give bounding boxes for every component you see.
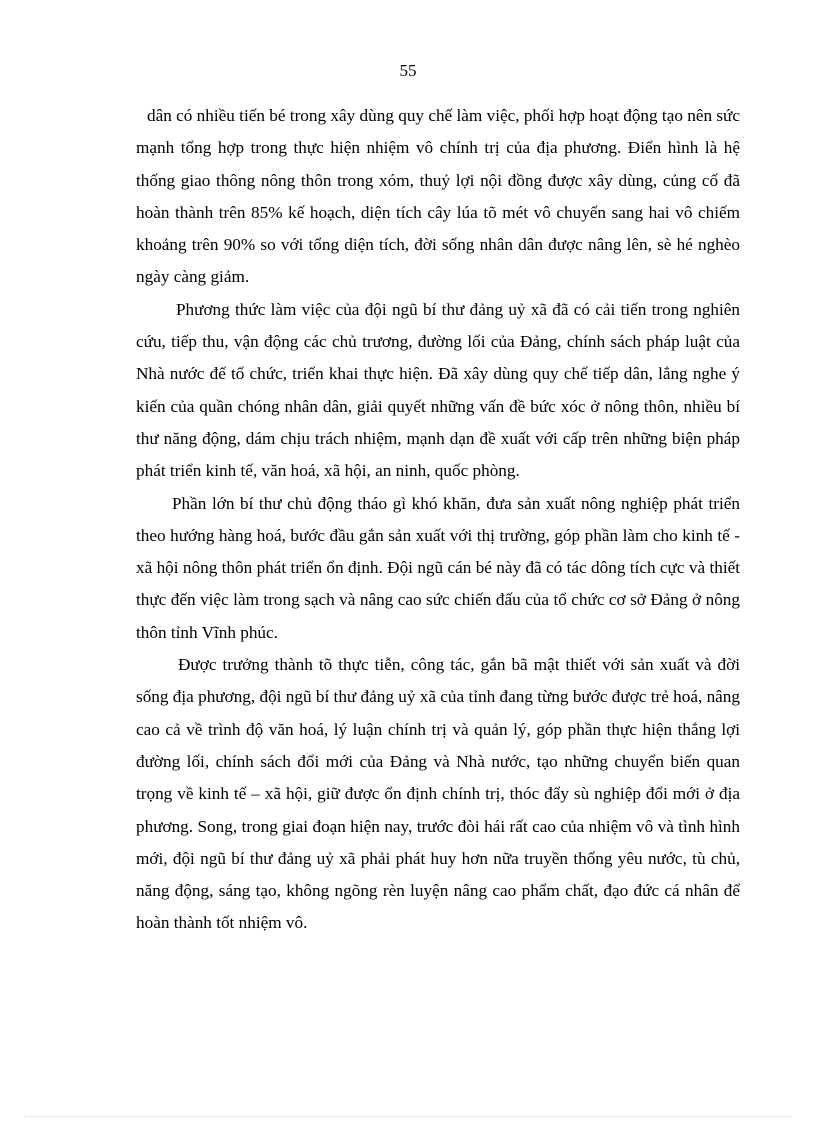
paragraph-1: dân có nhiều tiến bé trong xây dùng quy chế làm việc, phối hợp hoạt động tạo nên sức mạnh tổng hợp trong thực hiện nhiệm vô chính trị của địa phương. Điển hình là hệ thống giao thông nông thôn trong xóm, thuỷ lợi nội đồng được xây dùng, củng cố đã hoàn thành trên 85% kế hoạch, diện tích cây lúa tõ mét vô chuyển sang hai vô chiếm khoảng trên 90% so với tổng diện tích, đời sống nhân dân được nâng lên, sè hé nghèo ngày càng giảm. xyxy=(136,106,740,287)
footer-divider xyxy=(24,1116,792,1117)
paragraph-4: Được trưởng thành tõ thực tiễn, công tác, gắn bã mật thiết với sản xuất và đời sống địa phương, đội ngũ bí thư đảng uỷ xã của tỉnh đang từng bước được trẻ hoá, nâng cao cả về trình độ văn hoá, lý luận chính trị và quản lý, góp phần thực hiện thắng lợi đường lối, chính sách đổi mới của Đảng và Nhà nước, tạo những chuyển biến quan trọng về kinh tế – xã hội, giữ được ổn định chính trị, thóc đẩy sù nghiệp đổi mới ở địa phương. Song, trong giai đoạn hiện nay, trước đòi hái rất cao của nhiệm vô và tình hình mới, đội ngũ bí thư đảng uỷ xã phải phát huy hơn nữa truyền thống yêu nước, tù chủ, năng động, sáng tạo, không ngõng rèn luyện nâng cao phẩm chất, đạo đức cá nhân để hoàn thành tốt nhiệm vô. xyxy=(136,655,740,933)
body-text xyxy=(136,100,740,940)
page-number: 55 xyxy=(399,61,417,80)
paragraph-2: Phương thức làm việc của đội ngũ bí thư đảng uỷ xã đã có cải tiến trong nghiên cứu, tiếp thu, vận động các chủ trương, đường lối của Đảng, chính sách pháp luật của Nhà nước để tổ chức, triển khai thực hiện. Đã xây dùng quy chế tiếp dân, lắng nghe ý kiến của quần chóng nhân dân, giải quyết những vấn đề bức xóc ở nông thôn, nhiều bí thư năng động, dám chịu trách nhiệm, mạnh dạn đề xuất với cấp trên những biện pháp phát triển kinh tế, văn hoá, xã hội, an ninh, quốc phòng. xyxy=(136,299,740,481)
paragraph-3: Phần lớn bí thư chủ động tháo gì khó khăn, đưa sản xuất nông nghiệp phát triển theo hướng hàng hoá, bước đầu gắn sản xuất với thị trường, góp phần làm cho kinh tế - xã hội nông thôn phát triển ổn định. Đội ngũ cán bé này đã có tác dông tích cực và thiết thực đến việc làm trong sạch và nâng cao sức chiến đấu của tổ chức cơ sở Đảng ở nông thôn tỉnh Vĩnh phúc. xyxy=(136,493,740,642)
